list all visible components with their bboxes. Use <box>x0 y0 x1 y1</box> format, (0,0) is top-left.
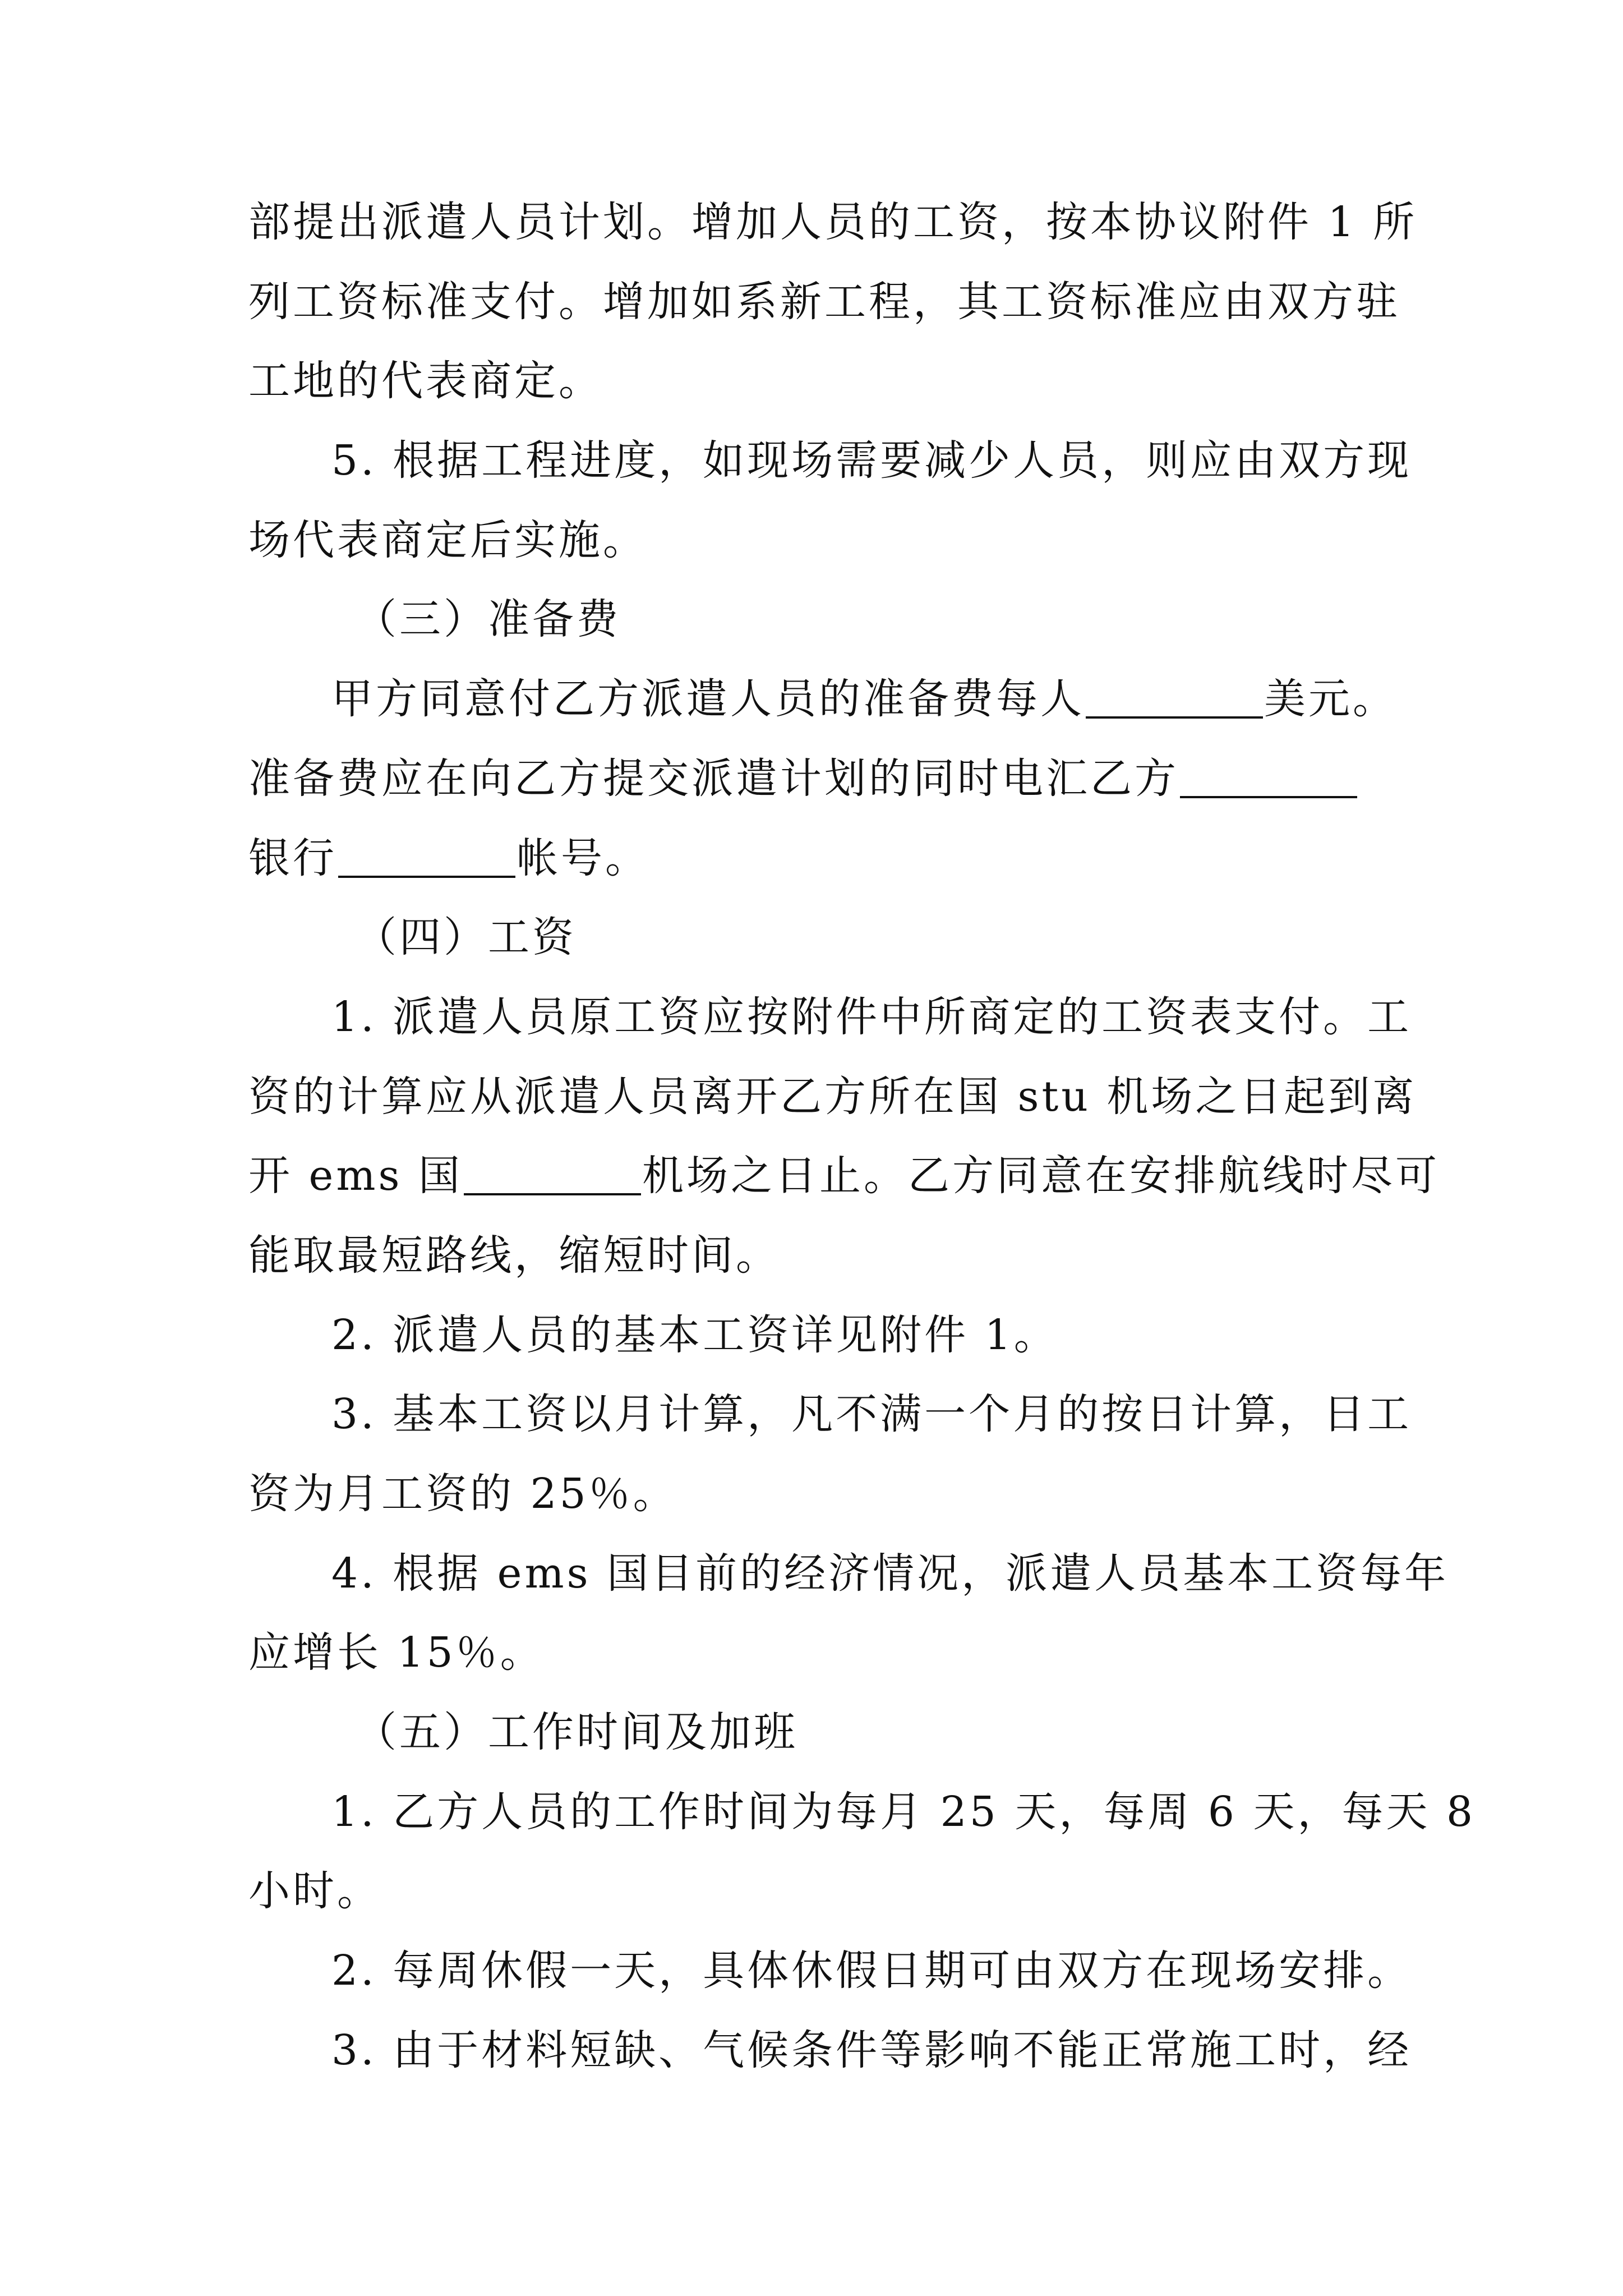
text-segment: 甲方同意付乙方派遣人员的准备费每人 <box>331 675 1085 724</box>
section-heading: （三）准备费 <box>355 595 621 644</box>
text-line: 小时。 <box>248 1867 381 1916</box>
text-segment: 准备费应在向乙方提交派遣计划的同时电汇乙方 <box>248 754 1179 803</box>
fill-in-blank <box>1086 716 1263 719</box>
text-line: 部提出派遣人员计划。增加人员的工资，按本协议附件 1 所 <box>248 198 1418 246</box>
fill-in-blank <box>1180 795 1357 798</box>
section-heading: （四）工资 <box>355 913 577 962</box>
text-segment: 开 ems 国 <box>248 1152 463 1200</box>
text-line: 列工资标准支付。增加如系新工程，其工资标准应由双方驻 <box>248 277 1400 326</box>
section-heading: （五）工作时间及加班 <box>355 1708 798 1757</box>
text-line: 1. 派遣人员原工资应按附件中所商定的工资表支付。工 <box>331 992 1412 1041</box>
text-line: 资的计算应从派遣人员离开乙方所在国 stu 机场之日起到离 <box>248 1072 1417 1121</box>
text-line: 4. 根据 ems 国目前的经济情况，派遣人员基本工资每年 <box>331 1549 1449 1598</box>
text-line: 应增长 15％。 <box>248 1628 545 1677</box>
text-line <box>248 660 1397 739</box>
fill-in-blank <box>464 1193 641 1195</box>
text-segment: 银行 <box>248 834 337 882</box>
text-line <box>248 739 1393 819</box>
text-segment: 机场之日止。乙方同意在安排航线时尽可 <box>642 1152 1440 1200</box>
text-segment: 帐号。 <box>517 834 649 882</box>
document-body <box>248 183 1476 2091</box>
fill-in-blank <box>338 875 515 878</box>
text-line: 3. 基本工资以月计算，凡不满一个月的按日计算，日工 <box>331 1390 1412 1439</box>
text-line: 5. 根据工程进度，如现场需要减少人员，则应由双方现 <box>331 436 1412 485</box>
text-segment: 美元。 <box>1264 675 1397 724</box>
text-line: 工地的代表商定。 <box>248 357 603 406</box>
text-line: 2. 派遣人员的基本工资详见附件 1。 <box>331 1310 1058 1359</box>
text-line: 能取最短路线，缩短时间。 <box>248 1231 780 1280</box>
text-line: 3. 由于材料短缺、气候条件等影响不能正常施工时，经 <box>331 2026 1412 2074</box>
text-line <box>248 1137 1440 1216</box>
text-line: 资为月工资的 25％。 <box>248 1470 677 1518</box>
text-line <box>248 819 1393 899</box>
text-line: 1. 乙方人员的工作时间为每月 25 天，每周 6 天，每天 8 <box>331 1787 1476 1836</box>
text-line: 2. 每周休假一天，具体休假日期可由双方在现场安排。 <box>331 1947 1412 1995</box>
text-line: 场代表商定后实施。 <box>248 516 647 564</box>
